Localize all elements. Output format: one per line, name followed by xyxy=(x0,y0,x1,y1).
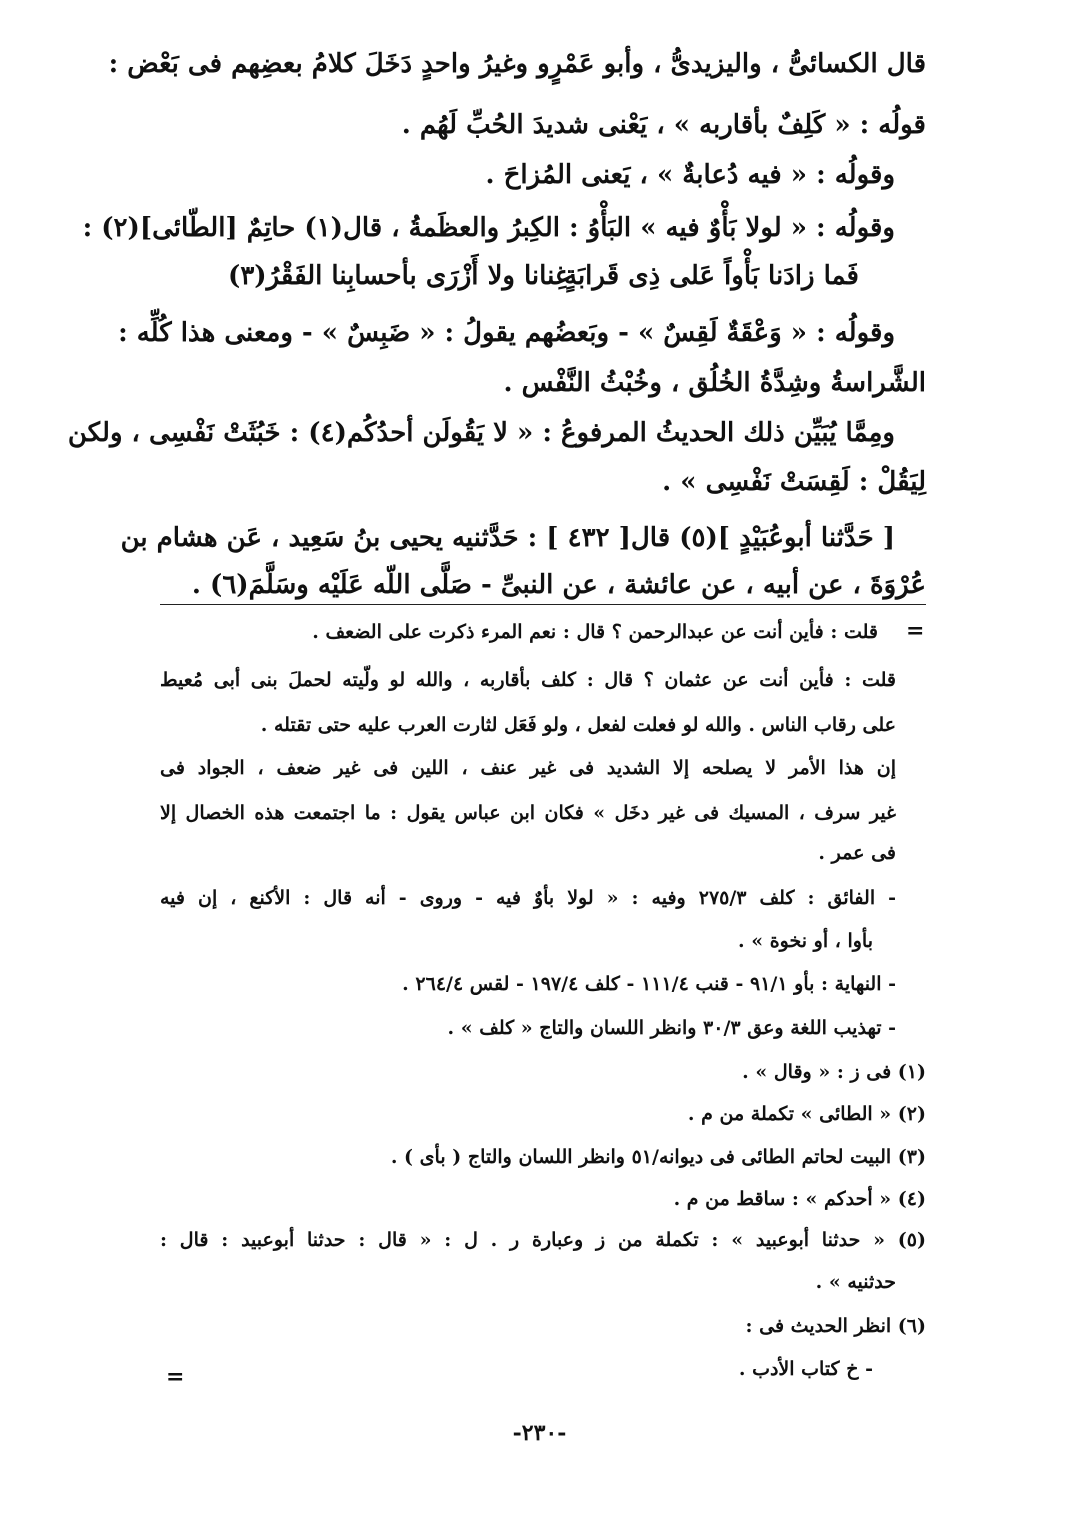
text-line-1: قال الكسائىُّ ، واليزيدىُّ ، وأبو عَمْرٍو وغيرُ واحدٍ دَخَلَ كلامُ بعضِهم فى بَعْض : xyxy=(108,49,926,79)
text-line-10: عُرْوَةَ ، عن أبيه ، عن عائشة ، عن النبىِّ - صَلَّى اللّه عَلَيْه وسَلَّمَ(٦) . xyxy=(191,570,926,600)
text-line-9: [ حَدَّثنا أبوعُبَيْدٍ ](٥) قال[ ٤٣٢ ] : حَدَّثنيه يحيى بنُ سَعِيد ، عَن هشام بن xyxy=(120,523,895,553)
footnote-6: (٦) انظر الحديث فى : xyxy=(745,1315,926,1337)
text-line-2: قولُه : « كَلِفٌ بأقاربه » ، يَعْنى شديدَ الحُبِّ لَهُم . xyxy=(401,110,926,140)
verse-second-hemistich: غِنانا ولا أَزْرَى بأحسابِنا الفَقْرُ(٣) xyxy=(228,261,569,291)
continuation-mark-bottom: = xyxy=(166,1364,185,1390)
footnote-2: (٢) « الطائى » تكملة من م . xyxy=(687,1103,926,1125)
footnote-line: قلت : فأين أنت عن عثمان ؟ قال : كلف بأقاربه ، والله لو ولّيته لحملَ بنى أبى مُعيط xyxy=(160,669,896,691)
footnote-line: فى عمر . xyxy=(818,842,896,864)
text-line-7: ومِمَّا يُبَيِّن ذلك الحديثُ المرفوعُ : « لا يَقُولَن أحدُكُم(٤) : خَبُثَتْ نَفْسِى ، ولكن xyxy=(67,418,895,448)
text-line-5: وقولُه : « وَعْقَةٌ لَقِسٌ » - وبَعضُهم يقولُ : « ضَبِسٌ » - ومعنى هذا كُلِّه : xyxy=(118,318,895,348)
footnote-3: (٣) البيت لحاتم الطائى فى ديوانه/٥١ وانظر اللسان والتاج ( بأى ) . xyxy=(390,1146,926,1168)
footnote-5: (٥) « حدثنا أبوعبيد » : تكملة من ز وعبارة ر . ل : « قال : حدثنا أبوعبيد : قال : xyxy=(160,1229,926,1251)
footnote-5-cont: حدثنيه » . xyxy=(815,1271,896,1293)
footnote-line: - الفائق : كلف ٢٧٥/٣ وفيه : « لولا بأوٌ فيه - وروى - أنه قال : الأكنع ، إن فيه xyxy=(160,887,896,909)
footnote-line: - النهاية : بأو ٩١/١ - قنب ١١١/٤ - كلف ١٩٧/٤ - لقس ٢٦٤/٤ . xyxy=(402,973,896,995)
verse-first-hemistich: فَما زادَنا بَأْواً عَلى ذِى قَرابَةٍ xyxy=(564,261,859,291)
text-line-4: وقولُه : « لولا بَأْوٌ فيه » البَأْوُ : الكِبرُ والعظَمةُ ، قال(١) حاتِمٌ [الطّائى](٢) : xyxy=(82,213,895,243)
continuation-mark-top: = xyxy=(906,618,925,644)
page-number: -٢٣٠- xyxy=(512,1420,567,1446)
footnote-1: (١) فى ز : « وقال » . xyxy=(742,1061,926,1083)
footnote-divider xyxy=(160,604,926,605)
footnote-4: (٤) « أحدكم » : ساقط من م . xyxy=(673,1188,926,1210)
footnote-line: غير سرف ، المسيك فى غير دخَل » فكان ابن عباس يقول : ما اجتمعت هذه الخصال إلا xyxy=(160,802,896,824)
text-line-8: لِيَقُلْ : لَقِسَتْ نَفْسِى » . xyxy=(662,467,926,497)
footnote-line: - تهذيب اللغة وعق ٣٠/٣ وانظر اللسان والتاج « كلف » . xyxy=(447,1017,896,1039)
footnote-line: قلت : فأين أنت عن عبدالرحمن ؟ قال : نعم المرء ذكرت على الضعف . xyxy=(312,621,878,643)
footnote-line: إن هذا الأمر لا يصلحه إلا الشديد فى غير عنف ، اللين فى غير ضعف ، الجواد فى xyxy=(160,757,896,779)
footnote-line: بأوا ، أو نخوة » . xyxy=(737,930,873,952)
text-line-6: الشَّراسةُ وشِدَّةُ الخُلُق ، وخُبْثُ النَّفْس . xyxy=(503,368,926,398)
footnote-line: على رقاب الناس . والله لو فعلت لفعل ، ولو فَعَل لثارت العرب عليه حتى تقتله . xyxy=(260,714,896,736)
text-line-3: وقولُه : « فيه دُعابةٌ » ، يَعنى المُزاحَ . xyxy=(485,160,895,190)
footnote-6-item: - خ كتاب الأدب . xyxy=(738,1358,873,1380)
